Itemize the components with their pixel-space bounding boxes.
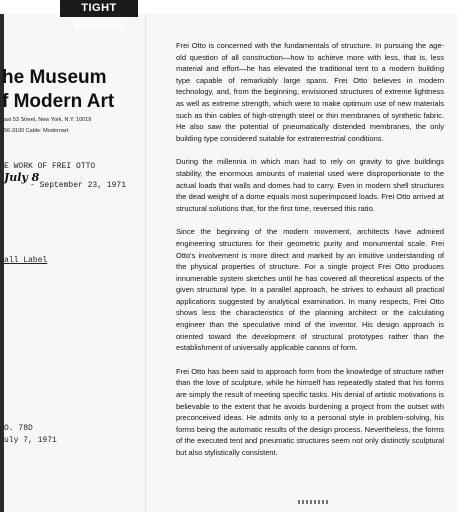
paragraph-2: During the millennia in which man had to rely on gravity to give buildings stability, the enormous amounts of material used were disproportionate to the actual loads that walls and domes had to carry. Even in modern shell structures the dead weight of a dome equals most superimposed loads. Frei Otto arrived at structural solutions that, for the first time, reversed this ratio.	[176, 157, 444, 213]
wall-label-heading: all Label	[4, 256, 48, 265]
phone-line: 56-3100 Cable: Modernart	[4, 128, 69, 134]
paragraph-4: Frei Otto has been said to approach form from the knowledge of structure rather than the love of sculpture, while he himself has repeatedly stated that his forms are simply the result of meeting specific tasks. His denial of artistic motivations is believable to the extent that he avoids burdening a project from the outset with preconceived ideas. He admits only to a personal style in problem-solving, his forms being the automatic results of the design process. Nevertheless, the forms of the executed tent and pneumatic structures seem not only distinctly sculptural but also stylistically consistent.	[176, 366, 444, 457]
release-number: O. 78D	[4, 424, 33, 433]
paragraph-1: Frei Otto is concerned with the fundamentals of structure. In pursuing the age-old question of all construction—how to achieve more with less, that is, less material and effort—he has elevated the traditional tent to a modern building type capable of remarkably large spans. Frei Otto believes in modern technology, and, from the beginning, envisioned structures of extreme lightness as well as extreme strength, which were to make optimum use of new materials such as thin cables of high-strength steel or thin membranes of synthetic fabric. He also saw the potential of pneumatically distended membranes, the only building type considered suitable for extraterrestrial conditions.	[176, 41, 444, 143]
right-margin	[457, 14, 475, 512]
wall-label-body	[176, 40, 444, 471]
tight-binding-stamp: TIGHT BINDING	[60, 0, 138, 17]
scan-artifact	[298, 500, 328, 504]
museum-letterhead	[2, 66, 114, 114]
column-divider	[145, 14, 146, 512]
paragraph-3: Since the beginning of the modern movement, architects have admired engineering structures for their geometric purity and monumental scale. Frei Otto's involvement is more direct and marked by an intuitive understanding of the physical properties of structure. For a single project Frei Otto produces innumerable system sketches until he has covered all theoretical aspects of the given structural type. In a parallel approach, he strives to exhaust all practical applications suggested by analytical examination. In many respects, Frei Otto shows less the characteristics of the planning architect or the calculating engineer than the speculative mind of the inventor. His design approach is oriented toward the development of structural prototypes rather than the establishment of universally applicable canons of form.	[176, 227, 444, 353]
handwritten-date: July 8	[4, 171, 40, 184]
address-line: ast 53 Street, New York, N.Y. 10019	[4, 117, 92, 123]
letterhead-line-1: he Museum	[2, 67, 107, 88]
exhibition-dates: - September 23, 1971	[30, 181, 127, 190]
letterhead-line-2: f Modern Art	[2, 91, 115, 112]
letterhead-address	[4, 115, 91, 137]
exhibition-title: E WORK OF FREI OTTO	[4, 162, 96, 171]
release-date: uly 7, 1971	[4, 436, 57, 445]
